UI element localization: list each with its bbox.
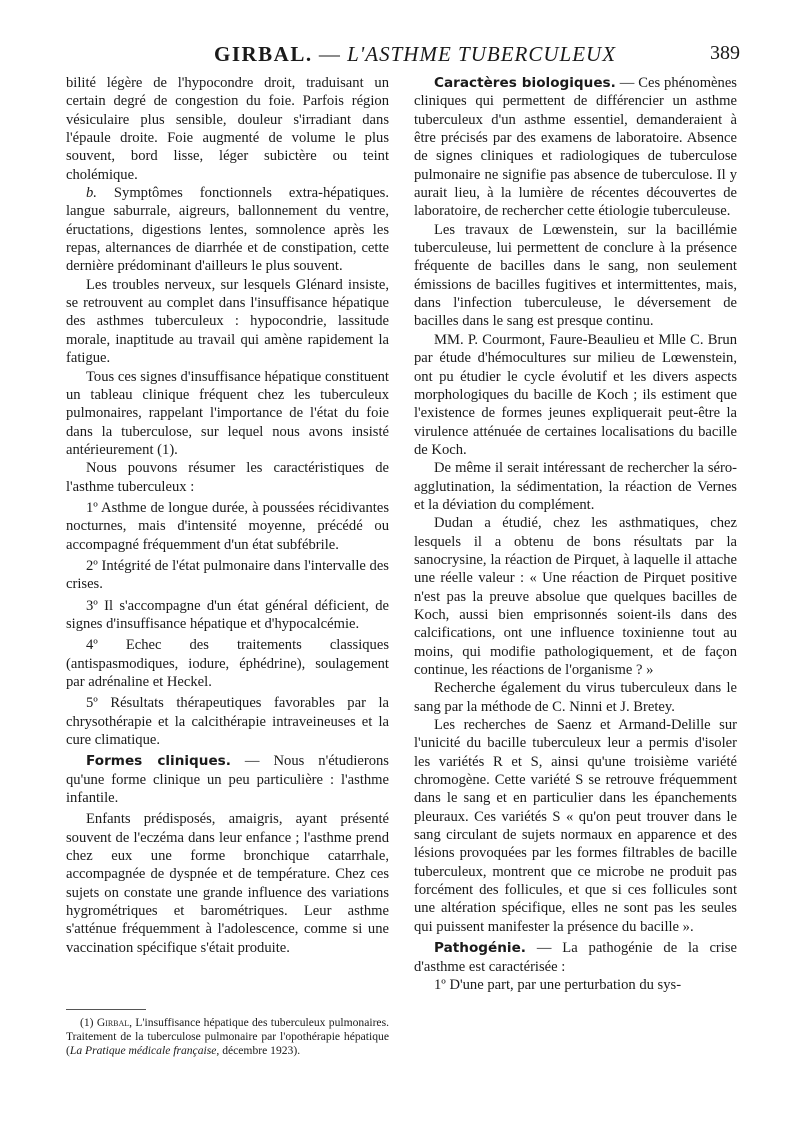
footnote-text bbox=[66, 1016, 389, 1058]
footnote-journal: La Pratique médicale française bbox=[69, 1044, 217, 1057]
section-heading: Caractères biologiques. bbox=[434, 75, 616, 91]
summary-item-4: 4º Echec des traitements classiques (antispasmodiques, iodure, éphédrine), soulagement par adrénaline et Heckel. bbox=[66, 637, 389, 690]
footnote bbox=[66, 1016, 389, 1058]
paragraph: 1º D'une part, par une perturbation du sys- bbox=[434, 976, 682, 993]
paragraph-text: — La pathogénie de la crise d'asthme est caractérisée : bbox=[414, 940, 737, 975]
summary-item-1: 1º Asthme de longue durée, à poussées récidivantes nocturnes, mais d'intensité moyenne, précédé ou accompagné fréquemment d'un état subfébrile. bbox=[66, 499, 389, 553]
summary-item-3: 3º Il s'accompagne d'un état général déficient, de signes d'insuffisance hépatique et d'hypocalcémie. bbox=[66, 597, 389, 632]
paragraph bbox=[414, 939, 737, 976]
footnote-body: L'insuffisance hépatique des tuberculeux pulmonaires. Traitement de la tuberculose pulmonaire par l'opothérapie hépatique ( bbox=[66, 1016, 389, 1057]
footnote-author: Girbal, bbox=[96, 1016, 133, 1029]
header-dash: — bbox=[312, 42, 348, 66]
section-heading: Pathogénie. bbox=[434, 940, 526, 957]
list-label: b. bbox=[86, 185, 97, 202]
page-number: 389 bbox=[710, 42, 740, 64]
running-title bbox=[214, 42, 616, 67]
summary-item-2: 2º Intégrité de l'état pulmonaire dans l'intervalle des crises. bbox=[66, 557, 389, 593]
header-title: L'ASTHME TUBERCULEUX bbox=[347, 42, 617, 66]
paragraph: Tous ces signes d'insuffisance hépatique constituent un tableau clinique fréquent chez les tuberculeux pulmonaires, rappelant l'importance de l'état du foie dans la tuberculose, sur lequel nous avons insisté antérieurement (1). bbox=[66, 368, 389, 458]
paragraph: Enfants prédisposés, amaigris, ayant présenté souvent de l'eczéma dans leur enfance ; l'asthme prend chez eux une forme bronchique catarrhale, accompagnée de dyspnée et de température. Chez ces sujets on constate une grande influence des variations hygrométriques et barométriques. Leur asthme s'atténue fréquemment à l'adolescence, comme si une vaccination spécifique s'était produite. bbox=[66, 811, 389, 956]
paragraph bbox=[66, 752, 389, 807]
footnote-rule bbox=[66, 1009, 146, 1010]
paragraph: De même il serait intéressant de rechercher la séro-agglutination, la sédimentation, la réaction de Vernes et la déviation du complément. bbox=[414, 460, 737, 513]
paragraph: Recherche également du virus tuberculeux dans le sang par la méthode de C. Ninni et J. Bretey. bbox=[414, 680, 737, 715]
paragraph: Dudan a étudié, chez les asthmatiques, chez lesquels il a obtenu de bons résultats par la sanocrysine, la réaction de Pirquet, à laquelle il attache une réelle valeur : « Une réaction de Pirquet positive n'est pas la preuve absolue que quelques bacilles de Koch, aussi bien emprisonnés soient-ils dans des calcifications, ont une influence toxinienne tout au moins, qui modifie pathologiquement, et de façon continue, les réactions de l'organisme ? » bbox=[414, 515, 737, 678]
paragraph: Nous pouvons résumer les caractéristiques de l'asthme tuberculeux : bbox=[66, 460, 389, 495]
paragraph-text: Symptômes fonctionnels extra-hépatiques. langue saburrale, aigreurs, ballonnement du ventre, éructations, digestions lentes, somnolence après les repas, alternances de diarrhée et de constipation, cette dernière prédominant d'ailleurs le plus souvent. bbox=[66, 185, 389, 275]
paragraph-text: — Nous n'étudierons qu'une forme clinique un peu particulière : l'asthme infantile. bbox=[66, 753, 389, 807]
right-column bbox=[414, 74, 737, 994]
paragraph bbox=[414, 74, 737, 221]
footnote-date: , décembre 1923). bbox=[216, 1044, 301, 1057]
header-author: GIRBAL. bbox=[214, 42, 313, 66]
paragraph: Les recherches de Saenz et Armand-Delille sur l'unicité du bacille tuberculeux leur a permis d'isoler les variétés R et S, ainsi qu'une troisième variété chromogène. Cette variété S se retrouve fréquemment dans le sang et en particulier dans les épanchements pleuraux. Ces variétés S « qu'on peut trouver dans le sang circulant de sujets normaux en apparence et des lésions provoquées par les formes filtrables de bacille tuberculeux, montrent que ce microbe ne produit pas forcément des follicules, et que si ces follicules sont une altération spécifique, elles ne sont pas les seules qui puissent manifester la présence du bacille ». bbox=[414, 717, 737, 935]
paragraph: bilité légère de l'hypocondre droit, traduisant un certain degré de congestion du foie. Parfois région vésiculaire plus sensible, douleur s'irradiant dans l'épaule droite. Foie augmenté de volume le plus souvent, bord lisse, léger subictère ou teint cholémique. bbox=[66, 75, 389, 183]
summary-item-5: 5º Résultats thérapeutiques favorables par la chrysothérapie et la calcithérapie intraveineuses et la cure climatique. bbox=[66, 695, 389, 749]
paragraph: Les travaux de Lœwenstein, sur la bacillémie tuberculeuse, lui permettent de conclure à la présence fréquente de bacilles dans le sang, non seulement émissions de bacilles fugitives et intermittentes, mais, dans l'infection tuberculeuse, le déversement de bacilles dans le sang est presque continu. bbox=[414, 221, 737, 330]
footnote-marker: (1) bbox=[80, 1016, 97, 1029]
section-heading: Formes cliniques. bbox=[86, 753, 231, 770]
paragraph: Les troubles nerveux, sur lesquels Glénard insiste, se retrouvent au complet dans l'insuffisance hépatique des asthmes tuberculeux : hypocondrie, lassitude morale, inaptitude au travail qui amène rapidement la fatigue. bbox=[66, 276, 389, 367]
paragraph: MM. P. Courmont, Faure-Beaulieu et Mlle C. Brun par étude d'hémocultures sur milieu de Lœwenstein, ont pu étudier le cycle évolutif et les divers aspects morphologiques du bacille de Koch ; ils estiment que l'existence de formes jeunes expliquerait peut-être la virulence atténuée de certaines localisations du bacille de Koch. bbox=[414, 331, 737, 458]
paragraph-text: — Ces phénomènes cliniques qui permettent de différencier un asthme tuberculeux d'un asthme essentiel, demanderaient à être précisés par des examens de laboratoire. Absence de signes cliniques et radiologiques de tuberculose pulmonaire ne signifie pas absence de tuberculose. Il y aurait lieu, à la lumière de récentes découvertes de laboratoire, de rechercher cette étiologie tuberculeuse. bbox=[414, 75, 737, 220]
left-column bbox=[66, 74, 389, 957]
paragraph bbox=[66, 184, 389, 276]
running-header bbox=[64, 40, 740, 72]
